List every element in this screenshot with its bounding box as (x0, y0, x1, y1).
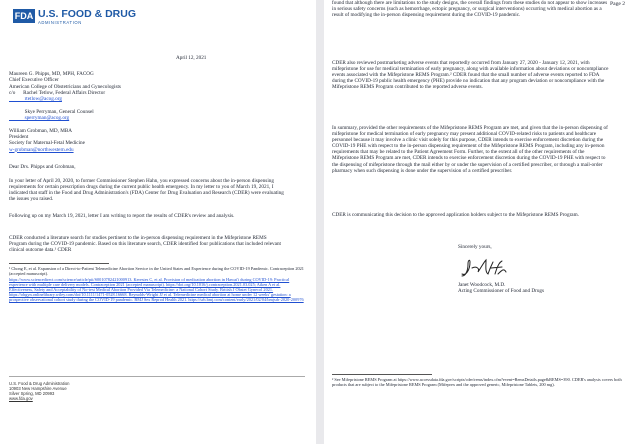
address-line: 10903 New Hampshire Avenue (9, 386, 67, 391)
recipient-email-link[interactable]: w-grobman@northwestern.edu (9, 146, 74, 153)
recipient-line: Maureen G. Phipps, MD, MPH, FACOG (9, 71, 94, 77)
recipient-line: William Grobman, MD, MBA (9, 127, 73, 134)
recipient-line: Chief Executive Officer (9, 77, 59, 84)
recipient-line: President (9, 134, 29, 140)
footnote-divider (9, 263, 109, 264)
letter-page-2 (324, 0, 640, 444)
recipient-line: Skye Perryman, General Counsel (9, 108, 94, 115)
body-paragraph: In summary, provided the other requirements of the Mifepristone REMS Program are met, and given that the in-person dispensing of mifepristone for medical termination of early pregnancy may present additional COVID-related risks to patients and healthcare personnel because it may involve a clinic visit solely for this purpose, CDER intends to exercise enforcement discretion during the COVID-19 PHE with respect to the in-person dispensing requirement of the Mifepristone REMS Program, including any in-person requirements that may be related to the Patient Agreement Form. Further, to the extent all of the other requirements of the Mifepristone REMS Program are met, CDER intends to exercise enforcement discretion during the COVID-19 PHE with respect to the dispensing of mifepristone through the mail either by or under the supervision of a certified prescriber, or through a mail-order pharmacy when such dispensing is done under the supervision of a certified prescriber. (332, 125, 608, 174)
footnote-1: ¹ Chong E, et al. Expansion of a Direct-to-Patient Telemedicine Abortion Service in the United States and Experience during the COVID-19 Pandemic. Contraception 2021 (accepted manuscript). (9, 266, 304, 277)
body-paragraph: Following up on my March 19, 2021, letter I am writing to report the results of CDER's review and analysis. (9, 213, 235, 219)
fda-website-link[interactable]: www.fda.gov (9, 396, 33, 401)
signature-image (458, 256, 510, 280)
recipient-email-link[interactable]: sperryman@acog.org (9, 115, 70, 122)
letter-date: April 12, 2021 (176, 55, 207, 61)
recipient-email-link[interactable]: rtetlow@acog.org (9, 96, 62, 103)
footer-divider (9, 376, 305, 377)
letter-page-1 (0, 0, 316, 444)
body-paragraph: CDER also reviewed postmarketing adverse events that reportedly occurred from January 27, 2020 - January 12, 2021, with mifepristone for use for medical termination of early pregnancy, along with available information about deviations or noncompliance events associated with the Mifepristone REMS Program.² CDER found that the small number of adverse events reported to FDA during the COVID-19 public health emergency (PHE) provide no indication that any program deviation or noncompliance with the Mifepristone REMS Program contributed to the reported adverse events. (332, 60, 609, 91)
signer-name: Janet Woodcock, M.D. (458, 282, 506, 288)
fda-logo-mark: FDA (14, 11, 34, 21)
footnote-2: ² See Mifepristone REMS Program at https://www.accessdata.fda.gov/scripts/cder/rems/index.cfm?event=RemsDetails.page&REMS=390. CDER's analysis covers both products that are subject to the Mifepristone REMS Program (Mifeprex and the approved generic, Mifepristone Tablets, 200 mg). (332, 377, 622, 388)
body-paragraph: found that although there are limitations to the study designs, the overall findings from these studies do not appear to show increases in serious safety concerns (such as hemorrhage, ectopic pregnancy, or surgical interventions) occurring with medical abortion as a result of modifying the in-person dispensing requirement during the COVID-19 pandemic. (332, 0, 608, 19)
address-line: U.S. Food & Drug Administration (9, 381, 70, 386)
recipient-line: c/o Rachel Tetlow, Federal Affairs Director (9, 89, 106, 96)
footnote-1-links[interactable]: https://www.sciencedirect.com/science/article/pii/S0010782421000913. Kerestes C, et al. Provision of medication abortion in Hawai'i during COVID-19: Practical experience with multiple care delivery models. Contraception 2021 (accepted manuscript). https://doi.org/10.1016/j.contraception.2021.03.025; Aiken A et al. Effectiveness, Safety and Acceptability of No-test Medical Abortion Provided Via Telemedicine: a National Cohort Study. British J Obstet Gynecol 2021. https://obgyn.onlinelibrary.wiley.com/doi/10.1111/1471-0528.16668. Reynolds-Wright JJ et al. Telemedicine medical abortion at home under 12 weeks' gestation: a prospective observational cohort study during the COVID-19 pandemic. BMJ Sex Reprod Health 2021. https://srh.bmj.com/content/early/2021/02/04/bmjsrh-2020-200976 (9, 277, 304, 303)
fda-logo-name: U.S. FOOD & DRUG (38, 8, 137, 20)
salutation: Dear Drs. Phipps and Grobman, (9, 164, 76, 170)
footnote-divider (332, 374, 432, 375)
page-number: Page 2 (610, 1, 626, 7)
signer-title: Acting Commissioner of Food and Drugs (458, 288, 545, 294)
recipient-line: American College of Obstetricians and Gynecologists (9, 83, 121, 90)
body-paragraph: CDER is communicating this decision to the approved application holders subject to the Mifepristone REMS Program. (332, 212, 579, 218)
body-paragraph: CDER conducted a literature search for studies pertinent to the in-person dispensing requirement in the Mifepristone REMS Program during the COVID-19 pandemic. Based on this literature search, CDER identified four publications that included relevant clinical outcome data.¹ CDER (9, 235, 281, 254)
fda-logo-subtitle: ADMINISTRATION (38, 20, 82, 25)
address-line: Silver Spring, MD 20993 (9, 391, 55, 396)
recipient-line: Society for Maternal-Fetal Medicine (9, 140, 85, 147)
body-paragraph: In your letter of April 20, 2020, to former Commissioner Stephen Hahn, you expressed concerns about the in-person dispensing requirements for certain prescription drugs during the current public health emergency. In my letter to you of March 19, 2021, I indicated that staff in the Food and Drug Administration's (FDA) Center for Drug Evaluation and Research (CDER) were evaluating the issues you raised. (9, 178, 284, 203)
closing: Sincerely yours, (458, 244, 492, 250)
